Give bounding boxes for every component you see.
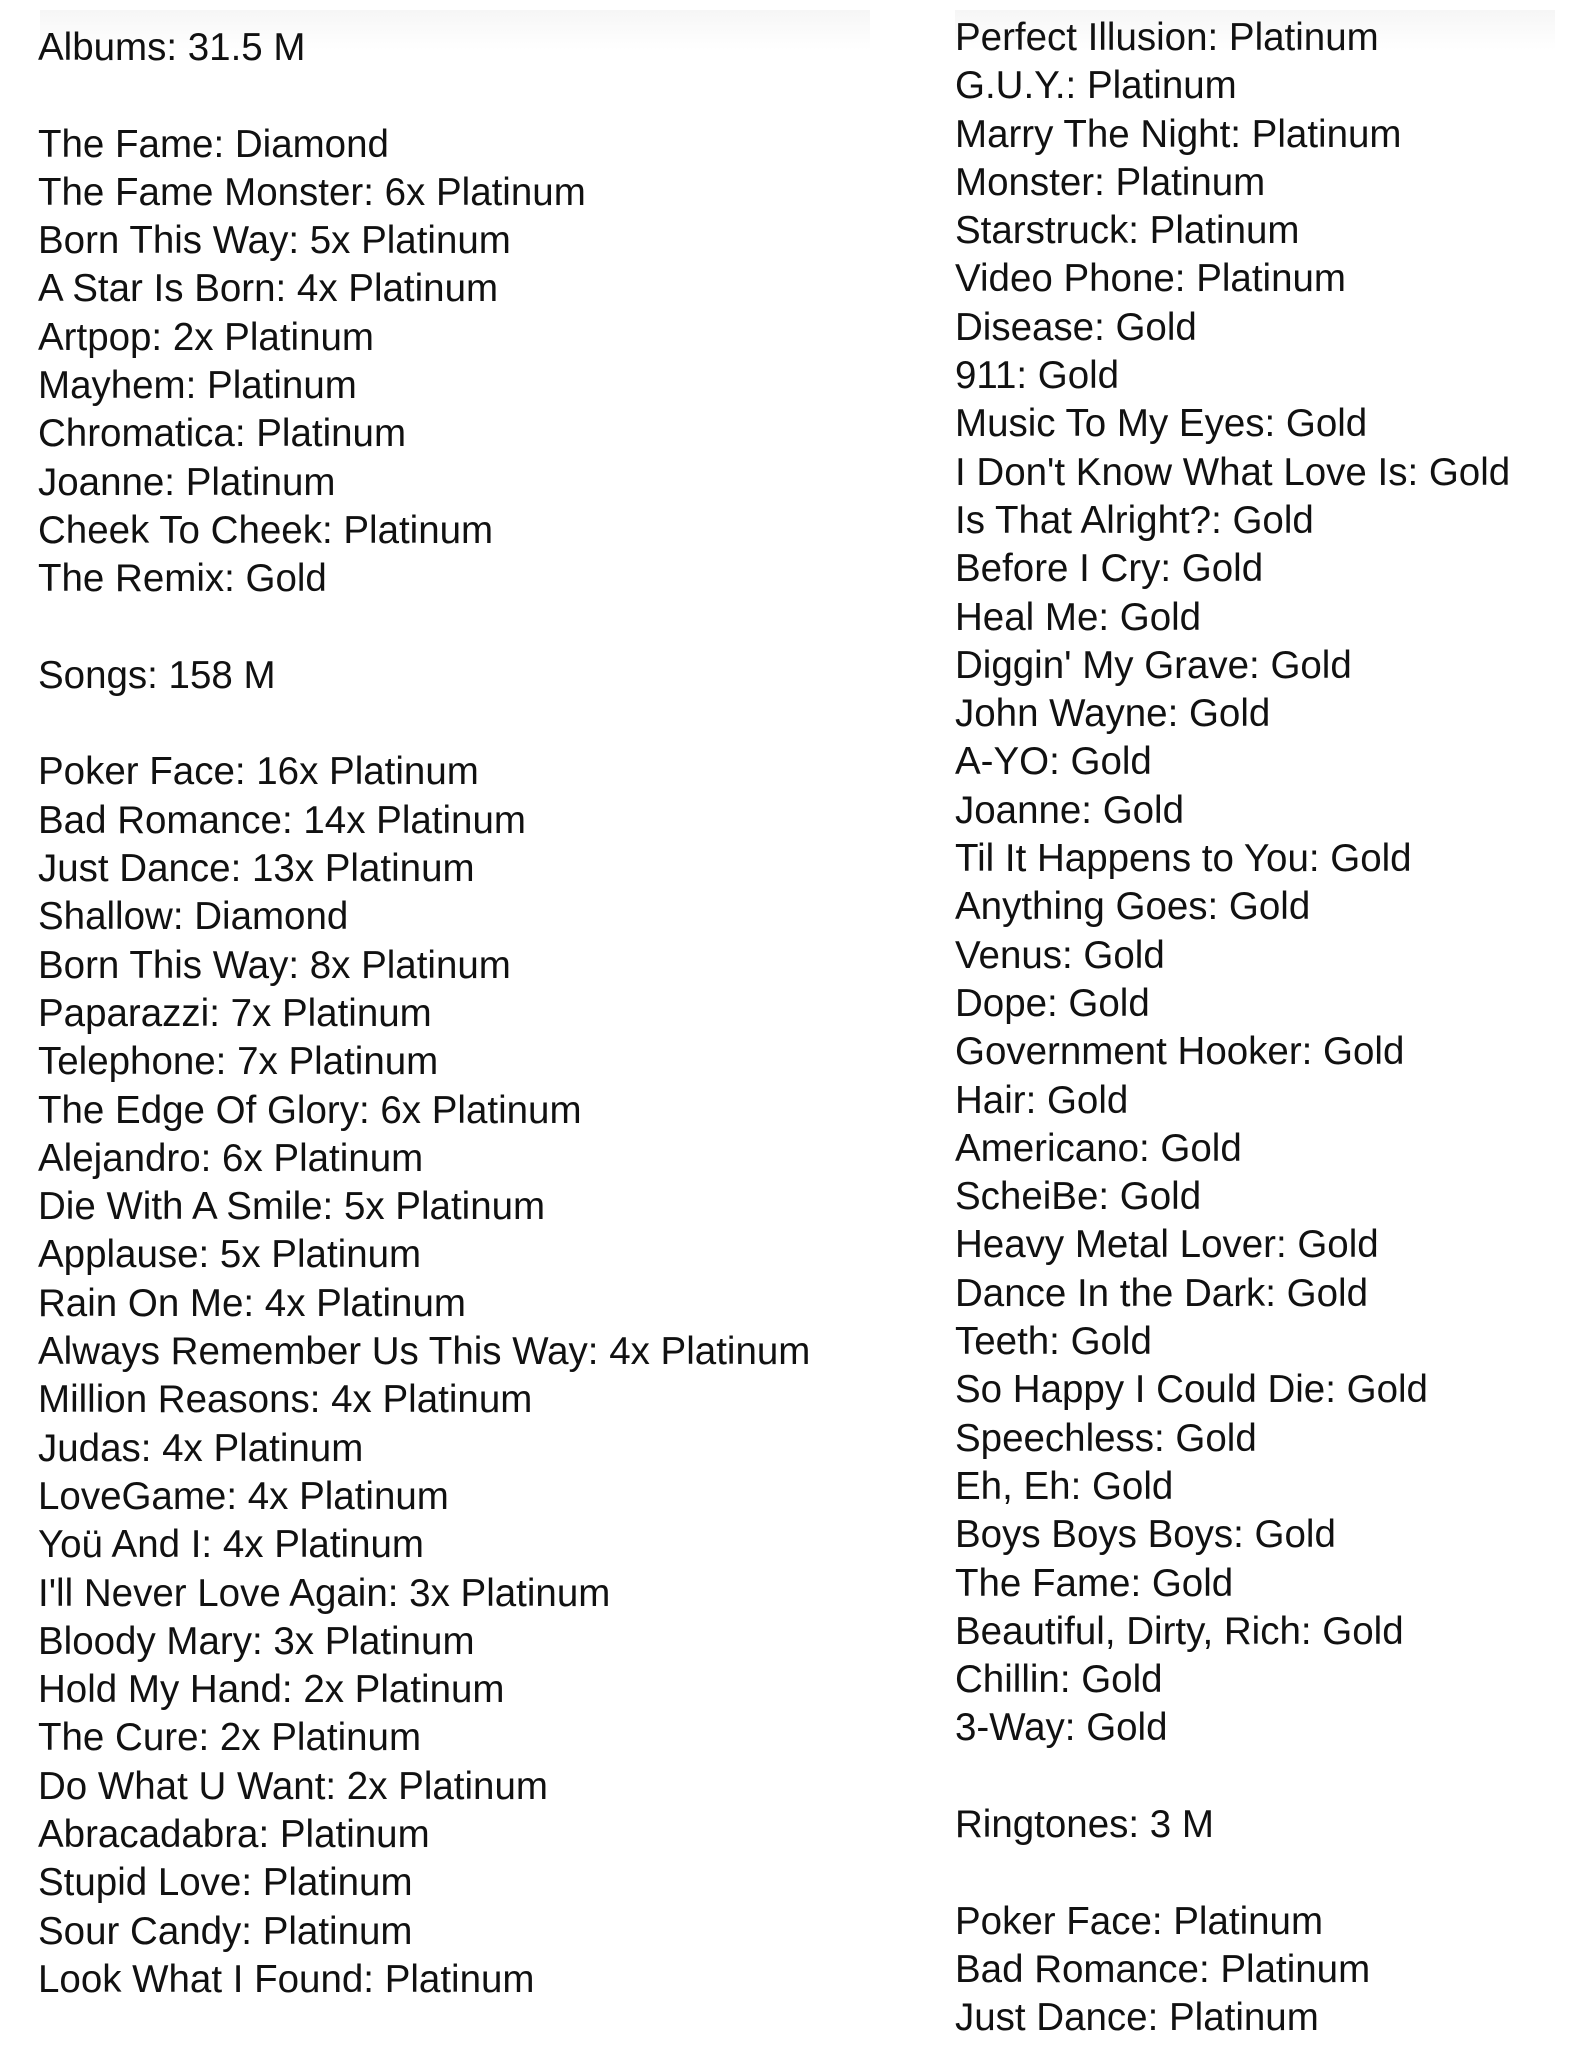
- list-item: Sour Candy: Platinum: [38, 1909, 413, 1953]
- list-item: The Fame: Gold: [955, 1561, 1234, 1605]
- list-item: Music To My Eyes: Gold: [955, 402, 1368, 446]
- list-item: 911: Gold: [955, 354, 1120, 398]
- list-item: Mayhem: Platinum: [38, 364, 357, 408]
- list-item: Is That Alright?: Gold: [955, 498, 1314, 542]
- list-item: Hold My Hand: 2x Platinum: [38, 1668, 505, 1712]
- list-item: Heavy Metal Lover: Gold: [955, 1223, 1379, 1267]
- list-item: Poker Face: 16x Platinum: [38, 750, 479, 794]
- ringtones-header: Ringtones: 3 M: [955, 1802, 1214, 1846]
- list-item: Yoü And I: 4x Platinum: [38, 1523, 424, 1567]
- list-item: Chillin: Gold: [955, 1658, 1163, 1702]
- list-item: Poker Face: Platinum: [955, 1899, 1324, 1943]
- list-item: Always Remember Us This Way: 4x Platinum: [38, 1330, 811, 1374]
- list-item: Disease: Gold: [955, 305, 1197, 349]
- list-item: Teeth: Gold: [955, 1320, 1152, 1364]
- list-item: Starstruck: Platinum: [955, 209, 1300, 253]
- list-item: Abracadabra: Platinum: [38, 1812, 430, 1856]
- list-item: Telephone: 7x Platinum: [38, 1040, 439, 1084]
- list-item: 3-Way: Gold: [955, 1706, 1168, 1750]
- list-item: The Fame: Diamond: [38, 122, 389, 166]
- list-item: Boys Boys Boys: Gold: [955, 1513, 1336, 1557]
- list-item: The Fame Monster: 6x Platinum: [38, 170, 586, 214]
- list-item: Shallow: Diamond: [38, 895, 349, 939]
- list-item: Born This Way: 8x Platinum: [38, 943, 511, 987]
- list-item: Monster: Platinum: [955, 160, 1266, 204]
- list-item: Just Dance: Platinum: [955, 1996, 1319, 2040]
- list-item: The Remix: Gold: [38, 557, 327, 601]
- list-item: A Star Is Born: 4x Platinum: [38, 267, 499, 311]
- albums-list: [38, 121, 810, 604]
- list-item: The Edge Of Glory: 6x Platinum: [38, 1088, 582, 1132]
- spacer: [955, 1849, 1510, 1897]
- list-item: Bad Romance: Platinum: [955, 1947, 1371, 1991]
- list-item: I Don't Know What Love Is: Gold: [955, 450, 1511, 494]
- list-item: LoveGame: 4x Platinum: [38, 1474, 449, 1518]
- albums-header: Albums: 31.5 M: [38, 26, 306, 69]
- right-column: [955, 14, 1510, 2042]
- list-item: I'll Never Love Again: 3x Platinum: [38, 1571, 611, 1615]
- list-item: Venus: Gold: [955, 933, 1165, 977]
- list-item: Cheek To Cheek: Platinum: [38, 508, 494, 552]
- list-item: Hair: Gold: [955, 1078, 1129, 1122]
- list-item: Eh, Eh: Gold: [955, 1464, 1174, 1508]
- spacer: [38, 604, 810, 652]
- list-item: Speechless: Gold: [955, 1416, 1257, 1460]
- list-item: Rain On Me: 4x Platinum: [38, 1281, 466, 1325]
- list-item: Dance In the Dark: Gold: [955, 1271, 1369, 1315]
- list-item: Look What I Found: Platinum: [38, 1957, 535, 2001]
- list-item: Heal Me: Gold: [955, 595, 1202, 639]
- list-item: Paparazzi: 7x Platinum: [38, 991, 432, 1035]
- list-item: Judas: 4x Platinum: [38, 1426, 364, 1470]
- left-column: [38, 24, 810, 2004]
- list-item: G.U.Y.: Platinum: [955, 64, 1237, 108]
- list-item: Video Phone: Platinum: [955, 257, 1346, 301]
- list-item: John Wayne: Gold: [955, 692, 1271, 736]
- list-item: Million Reasons: 4x Platinum: [38, 1378, 533, 1422]
- songs-list: [38, 748, 810, 2004]
- list-item: Die With A Smile: 5x Platinum: [38, 1185, 546, 1229]
- list-item: Til It Happens to You: Gold: [955, 837, 1412, 881]
- spacer: [38, 700, 810, 748]
- list-item: Before I Cry: Gold: [955, 547, 1264, 591]
- list-item: Born This Way: 5x Platinum: [38, 219, 511, 263]
- list-item: Applause: 5x Platinum: [38, 1233, 422, 1277]
- list-item: Do What U Want: 2x Platinum: [38, 1764, 548, 1808]
- songs-header: Songs: 158 M: [38, 653, 276, 697]
- songs-list-continued: [955, 14, 1510, 1753]
- list-item: Chromatica: Platinum: [38, 412, 407, 456]
- list-item: Alejandro: 6x Platinum: [38, 1136, 424, 1180]
- list-item: Perfect Illusion: Platinum: [955, 16, 1379, 59]
- spacer: [955, 1753, 1510, 1801]
- list-item: ScheiBe: Gold: [955, 1175, 1202, 1219]
- list-item: A-YO: Gold: [955, 740, 1152, 784]
- list-item: The Cure: 2x Platinum: [38, 1716, 422, 1760]
- list-item: Bad Romance: 14x Platinum: [38, 798, 526, 842]
- spacer: [38, 72, 810, 120]
- list-item: Beautiful, Dirty, Rich: Gold: [955, 1609, 1404, 1653]
- list-item: Marry The Night: Platinum: [955, 112, 1402, 156]
- list-item: Joanne: Platinum: [38, 460, 336, 504]
- list-item: Artpop: 2x Platinum: [38, 315, 374, 359]
- list-item: Anything Goes: Gold: [955, 885, 1311, 929]
- list-item: Dope: Gold: [955, 981, 1150, 1025]
- list-item: Bloody Mary: 3x Platinum: [38, 1619, 475, 1663]
- list-item: Joanne: Gold: [955, 788, 1185, 832]
- list-item: Government Hooker: Gold: [955, 1030, 1405, 1074]
- list-item: Stupid Love: Platinum: [38, 1861, 413, 1905]
- list-item: Americano: Gold: [955, 1126, 1242, 1170]
- list-item: Just Dance: 13x Platinum: [38, 847, 475, 891]
- ringtones-list: [955, 1898, 1510, 2043]
- list-item: So Happy I Could Die: Gold: [955, 1368, 1428, 1412]
- list-item: Diggin' My Grave: Gold: [955, 643, 1352, 687]
